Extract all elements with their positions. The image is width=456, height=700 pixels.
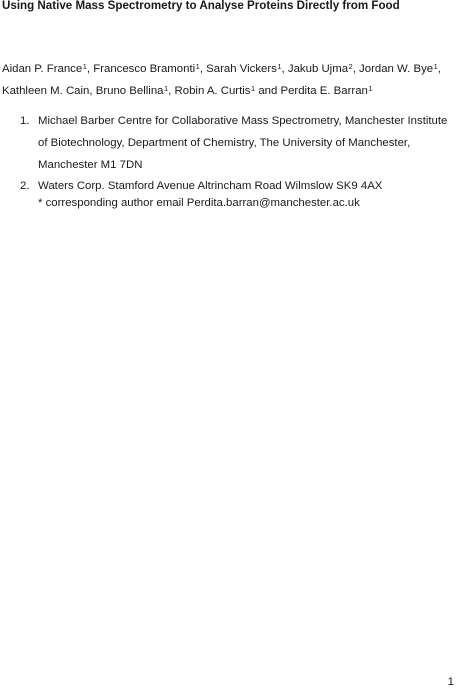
author-name: Sarah Vickers (206, 63, 277, 75)
affiliation-text: Waters Corp. Stamford Avenue Altrincham Road Wilmslow SK9 4AX (38, 180, 383, 192)
author-name: Kathleen M. Cain (2, 85, 90, 97)
author-affiliation-mark: 2 (348, 62, 353, 71)
author-affiliation-mark: 1 (250, 84, 256, 93)
corresponding-author-note: * corresponding author email Perdita.barran@manchester.ac.uk (38, 197, 360, 209)
author-separator: , (437, 63, 441, 75)
author-separator: , (352, 63, 360, 75)
affiliation-number: 1. (20, 115, 30, 127)
author-affiliation-mark: 1 (277, 62, 282, 71)
author-list (2, 58, 454, 102)
author-affiliation-mark: 1 (82, 62, 87, 71)
author-name: Perdita E. Barran (280, 85, 368, 97)
author-name: Aidan P. France (2, 63, 83, 75)
author-affiliation-mark: 1 (164, 84, 169, 93)
author-separator: , (168, 85, 175, 97)
author-name: Francesco Bramonti (93, 63, 196, 75)
author-affiliation-mark: 1 (195, 62, 200, 71)
author-name: Bruno Bellina (95, 85, 164, 97)
page-number: 1 (447, 676, 454, 688)
author-affiliation-mark: 1 (368, 84, 373, 93)
author-separator: , (86, 63, 94, 75)
author-name: Robin A. Curtis (174, 85, 251, 97)
author-affiliation-mark: 1 (433, 62, 438, 71)
paper-title: Using Native Mass Spectrometry to Analyse Proteins Directly from Food (2, 0, 400, 12)
affiliation-text: Michael Barber Centre for Collaborative Mass Spectrometry, Manchester Institute of Biotechnology, Department of Chemistry, The University of Manchester, Manchester M1 7DN (38, 115, 448, 171)
author-name: Jakub Ujma (287, 63, 349, 75)
author-separator: , (199, 63, 207, 75)
author-separator: and (255, 85, 281, 97)
affiliation-number: 2. (20, 180, 30, 192)
author-separator: , (281, 63, 288, 75)
author-separator: , (89, 85, 96, 97)
affiliation-item (20, 110, 454, 176)
affiliation-item (20, 175, 454, 197)
author-name: Jordan W. Bye (359, 63, 434, 75)
